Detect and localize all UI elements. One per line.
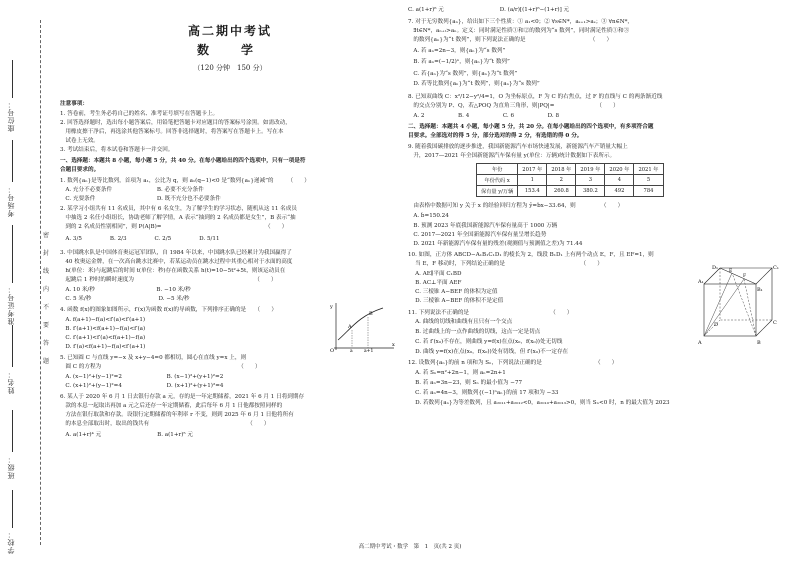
question-line: 4. 函数 f(x)的图象如图所示，f′(x)为函数 f(x)的导函数，下列排序正确的是 （ ） xyxy=(60,307,277,313)
table-cell: 492 xyxy=(605,186,634,197)
bf-segment xyxy=(744,279,756,336)
b1d1-segment xyxy=(720,268,756,284)
question-line: ∃t∈N*，aₙ₊ₜ>aₙ。定义：同时满足性质①和②的数列为“s 数列”，同时满足性质①和③ xyxy=(408,28,630,34)
af-segment xyxy=(704,279,744,336)
question-line: 到的 2 名成员性别相同”，则 P(A|B)= （ ） xyxy=(60,224,288,230)
table-cell: 保有量 y/万辆 xyxy=(477,186,518,197)
section1-heading: 一、选择题：本题共 8 小题，每小题 5 分，共 40 分。在每小题给出的四个选项中，只有一项是符 xyxy=(60,158,306,164)
vertex-label: C₁ xyxy=(773,265,779,271)
function-curve xyxy=(338,308,383,340)
notes-title: 注意事项： xyxy=(60,101,88,107)
question-line: 40 枚奥运金牌，在一次高台跳水比赛中，若某运动员在跳水过程中其重心相对于水面的高度 xyxy=(60,259,293,265)
seal-word: 密 xyxy=(43,232,50,239)
table-cell: 153.4 xyxy=(518,186,547,197)
question-line: C. a(1+r)⁶ 元 D. (a/r)[(1+r)⁶−(1+r)] 元 xyxy=(408,7,570,13)
question-line: A. 3/5 B. 2/3 C. 2/5 D. 5/11 xyxy=(60,236,220,242)
table-cell: 2017 年 xyxy=(518,164,547,175)
question-line: 款的本息一起取出再加 a 元之后还存一年定期储蓄，此后每年 6 月 1 日他都按照同样的 xyxy=(60,403,283,409)
question-line: 12. 设数列{aₙ}的前 n 项和为 Sₙ，下列说法正确的是 （ ） xyxy=(408,360,618,366)
class-field[interactable] xyxy=(12,410,13,452)
seal-word: 内 xyxy=(43,286,50,293)
class-label: 班级： xyxy=(7,455,15,479)
question-line: D. 若数列{aₙ}为等差数列，且 a₂₀₁₁+a₂₀₁₂<0，a₂₀₁₀+a₂₀₁₃>0，则当 Sₙ<0 时，n 的最大值为 2023 xyxy=(408,400,670,406)
section1-heading: 合题目要求的。 xyxy=(60,167,100,173)
question10-cube-figure xyxy=(698,262,780,352)
question-line: A. 曲线的切线和曲线有且只有一个交点 xyxy=(408,319,513,325)
notes-line: 1. 答卷前，考生务必将自己的姓名、准考证号填写在答题卡上。 xyxy=(60,111,219,117)
question-line: B. 预测 2023 年底我国新能源汽车保有量高于 1000 万辆 xyxy=(408,223,558,229)
point-a-label: A xyxy=(348,324,352,330)
question-line: D. 2021 年新能源汽车保有量的残差(观测值与预测值之差)为 71.44 xyxy=(408,241,583,247)
question-line: A. f(a+1)−f(a)<f′(a)<f′(a+1) xyxy=(60,317,146,323)
point-label: F xyxy=(743,274,747,279)
question-line: C. 2017—2021 年全国新能源汽车保有量呈增长趋势 xyxy=(408,232,547,238)
notes-line: 用橡皮擦干净后，再选涂其他答案标号。回答非选择题时，将答案写在答题卡上。写在本 xyxy=(60,129,284,135)
question-line: B. 若 aₙ=3n−23，则 Sₙ 的最小值为 −77 xyxy=(408,380,523,386)
question-line: A. b̂=150.24 xyxy=(408,213,449,219)
question4-figure xyxy=(328,300,398,352)
notes-line: 试卷上无效。 xyxy=(60,138,99,144)
table-cell: 年份 xyxy=(477,164,518,175)
table-cell: 2018 年 xyxy=(547,164,576,175)
table-cell: 260.8 xyxy=(547,186,576,197)
origin-label: O xyxy=(330,348,335,352)
seal-word: 线 xyxy=(43,268,50,275)
vertex-label: B xyxy=(757,340,761,346)
question-line: A. 充分不必要条件 B. 必要不充分条件 xyxy=(60,187,204,193)
question-line: 的本息全部取出时，取出的钱共有 （ ） xyxy=(60,421,270,427)
notes-line: 3. 考试结束后，将本试卷和答题卡一并交回。 xyxy=(60,147,174,153)
question-line: B. 若 aₙ=(−1/2)ⁿ，则{aₙ}为“t 数列” xyxy=(408,59,510,65)
question-line: 11. 下列说法不正确的是 （ ） xyxy=(408,310,573,316)
question-line: A. (x−1)²+(y−1)²=2 B. (x−1)²+(y+1)²=2 xyxy=(60,374,224,380)
question-line: C. 若 aₙ=4n−3，则数列{(−1)ⁿaₙ}的前 17 项和为 −33 xyxy=(408,390,559,396)
table-cell: 2 xyxy=(547,175,576,186)
vertex-label: C xyxy=(773,320,777,326)
table-cell: 2020 年 xyxy=(605,164,634,175)
question-line: 1. 数列{aₙ}是等比数列，首项为 a₁，公比为 q，则 a₁(q−1)<0 是“数列{aₙ}递减”的 （ ） xyxy=(60,178,310,184)
question-line: C. 三棱锥 A−BEF 的体积为定值 xyxy=(408,289,498,295)
table-cell: 784 xyxy=(634,186,663,197)
seat-number-field[interactable] xyxy=(12,60,13,98)
table-cell: 2021 年 xyxy=(634,164,663,175)
question-line: D. 若等比数列{aₙ}为“t 数列”，则{aₙ}为“s 数列” xyxy=(408,81,540,87)
question-line: B. 过曲线上的一点作曲线的切线，这点一定是切点 xyxy=(408,329,541,335)
y-axis-label: y xyxy=(330,304,333,310)
point-b-label: B xyxy=(369,311,373,317)
question-line: B. AC⊥平面 AEF xyxy=(408,280,462,286)
table-cell: 年份代码 x xyxy=(477,175,518,186)
point-label: E xyxy=(729,269,733,274)
question-line: C. f′(a+1)<f′(a)<f(a+1)−f(a) xyxy=(60,335,146,341)
question-line: A. 2 B. 4 C. 6 D. 8 xyxy=(408,113,559,119)
table-cell: 3 xyxy=(576,175,605,186)
question-line: 的交点分别为 P、Q，若△POQ 为直角三角形，则|PQ|= （ ） xyxy=(408,103,619,109)
left-column xyxy=(60,0,400,562)
question-line: 8. 已知双曲线 C：x²/12−y²/4=1，O 为坐标原点，F 为 C 的右焦点，过 F 的直线与 C 的两条渐近线 xyxy=(408,94,663,100)
table-row xyxy=(477,175,664,186)
page-footer: 高二期中考试・数学 第 1 页(共 2 页) xyxy=(358,544,462,550)
vertex-label: D xyxy=(714,322,719,328)
question-line: D. 曲线 y=f(x)在点(x₀，f(x₀))处有切线，但 f′(x₀)不一定存在 xyxy=(408,349,569,355)
question-line: 起跳后 1 秒时的瞬时速度为 （ ） xyxy=(60,277,277,283)
seal-word: 要 xyxy=(43,322,50,329)
exam-title: 高二期中考试 xyxy=(187,24,272,38)
question-line: C. 充要条件 D. 既不充分也不必要条件 xyxy=(60,196,221,202)
question-line: 3. 中国跳水队是中国体育奥运冠军团队，自 1984 年以来，中国跳水队已经累计为我国赢得了 xyxy=(60,250,292,256)
question-line: h(单位：米)与起跳后的时间 t(单位：秒)存在函数关系 h(t)=10−5t²+5t，则该运动员在 xyxy=(60,268,286,274)
table-header-row xyxy=(477,164,664,175)
cube-edge xyxy=(756,268,772,284)
question-line: B. f′(a+1)<f(a+1)−f(a)<f′(a) xyxy=(60,326,146,332)
notes-line: 2. 回答选择题时，选出每小题答案后，用铅笔把答题卡对应题目的答案标号涂黑。如需改动， xyxy=(60,120,291,126)
exam-room-label: 考场号： xyxy=(7,185,15,217)
name-field[interactable] xyxy=(12,325,13,367)
question-line: 5. 已知圆 C 与直线 y=−x 及 x+y−4=0 都相切，圆心在直线 y=x 上，则 xyxy=(60,355,247,361)
question-line: 圆 C 的方程为 （ ） xyxy=(60,364,261,370)
a1-tick-label: a+1 xyxy=(364,349,374,352)
exam-time-score: （120 分钟 150 分） xyxy=(193,64,267,72)
table-row xyxy=(477,186,664,197)
data-table xyxy=(476,163,664,197)
question-line: 9. 随着我国碳排放的逐步推进，我国新能源汽车市场快速发展，新能源汽车产销量大幅上 xyxy=(408,144,628,150)
question-line: C. (x+1)²+(y−1)²=4 D. (x+1)²+(y+1)²=4 xyxy=(60,383,224,389)
a-tick-label: a xyxy=(350,349,353,352)
table-cell: 1 xyxy=(518,175,547,186)
question-line: D. 三棱锥 A−BEF 的体积不是定值 xyxy=(408,298,504,304)
exam-room-field[interactable] xyxy=(12,140,13,182)
question-line: 中抽选 2 名任小组组长，协助老师了解学情，A 表示“抽到的 2 名成员都是女生”，B 表示“抽 xyxy=(60,215,296,221)
question-line: 的数列{aₙ}为“t 数列”，则下列说法正确的是 （ ） xyxy=(408,37,613,43)
seal-word: 题 xyxy=(43,358,50,365)
question-line: A. a(1+r)⁴ 元 B. a(1+r)⁵ 元 xyxy=(60,432,194,438)
table-cell: 380.2 xyxy=(576,186,605,197)
table-cell: 4 xyxy=(605,175,634,186)
question-line: 7. 对于无穷数列{aₙ}，给出如下三个性质：① a₁<0；② ∀s∈N*，aₛ₊₁>aₛ；③ ∀n∈N*， xyxy=(408,19,634,25)
ticket-number-field[interactable] xyxy=(12,225,13,283)
question-line: 2. 某学习小组共有 11 名成员，其中有 6 名女生，为了解学生的学习状态，随机从这 11 名成员 xyxy=(60,206,297,212)
vertex-label: A₁ xyxy=(698,279,704,285)
question-line: 10. 如图，正方体 ABCD−A₁B₁C₁D₁ 的棱长为 2，线段 B₁D₁ 上有两个动点 E，F，且 EF=1，则 xyxy=(408,252,654,258)
seal-word: 答 xyxy=(43,340,50,347)
table-cell: 2019 年 xyxy=(576,164,605,175)
question-line: 由表格中数据可知 y 关于 x 的经验回归方程为 ŷ=b̂x−33.64，则 （ ） xyxy=(408,203,624,209)
question-line: 方法在银行取款和存款。设银行定期储蓄的年利率 r 不变，则到 2025 年 6 月 1 日他将所有 xyxy=(60,412,294,418)
school-label: 学校： xyxy=(7,530,15,554)
question-line: C. 5 米/秒 D. −5 米/秒 xyxy=(60,296,190,302)
binding-margin xyxy=(0,0,58,562)
question-line: A. 10 米/秒 B. −10 米/秒 xyxy=(60,287,191,293)
question-line: C. 若 f′(x₀)不存在，则曲线 y=f(x)在点(x₀，f(x₀))处无切线 xyxy=(408,339,563,345)
question-line: A. AE∥平面 C₁BD xyxy=(408,271,462,277)
question-line: C. 若{aₙ}为“s 数列”，则{aₙ}为“t 数列” xyxy=(408,71,518,77)
table-cell: 5 xyxy=(634,175,663,186)
ticket-number-label: 准考证号： xyxy=(7,285,15,325)
vertex-label: A xyxy=(698,340,702,346)
exam-subject: 数 学 xyxy=(196,43,263,57)
section2-heading: 二、选择题：本题共 4 小题，每小题 5 分，共 20 分。在每小题给出的四个选项中，有多项符合题 xyxy=(408,124,654,130)
question-line: D. f′(a)<f(a+1)−f(a)<f′(a+1) xyxy=(60,344,146,350)
vertex-label: D₁ xyxy=(712,265,719,271)
question-line: 6. 某人于 2020 年 6 月 1 日去银行存款 a 元，存的是一年定期储蓄，2021 年 6 月 1 日将到期存 xyxy=(60,394,305,400)
name-label: 姓名： xyxy=(7,370,15,394)
question-line: 当 E，F 移动时，下列结论正确的是 （ ） xyxy=(408,261,603,267)
question-line: 升，2017—2021 年全国新能源汽车保有量 y(单位：万辆)统计数据如下表所示。 xyxy=(408,153,616,159)
section2-heading: 目要求。全部选对的得 5 分，部分选对的得 2 分，有选错的得 0 分。 xyxy=(408,133,583,139)
question-line: A. 若 aₙ=2n−3，则{aₙ}为“s 数列” xyxy=(408,48,506,54)
seal-line xyxy=(40,20,41,545)
seal-word: 封 xyxy=(43,250,50,257)
vertex-label: B₁ xyxy=(757,287,763,293)
question-line: A. 若 Sₙ=n²+2n−1，则 aₙ=2n+1 xyxy=(408,370,506,376)
cube-edge xyxy=(756,320,772,336)
seal-word: 不 xyxy=(43,304,50,311)
seat-number-label: 座位号： xyxy=(7,100,15,132)
x-axis-label: x xyxy=(392,342,395,348)
right-column xyxy=(408,0,786,562)
school-field[interactable] xyxy=(12,490,13,528)
